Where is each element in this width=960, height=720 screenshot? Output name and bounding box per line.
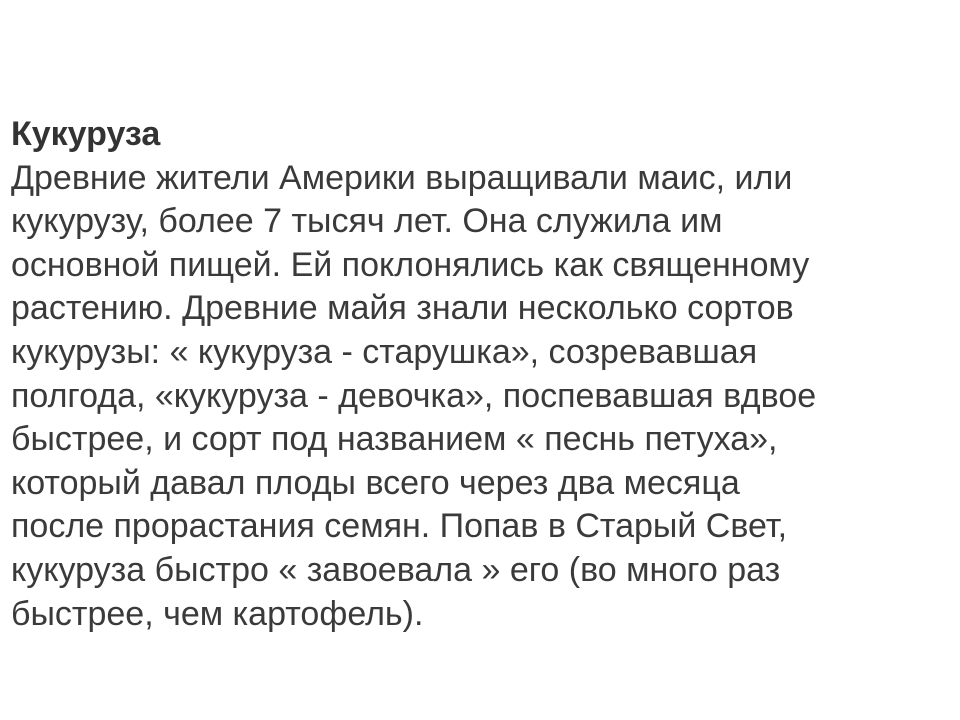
paragraph-line: кукуруза быстро « завоевала » его (во много раз xyxy=(11,550,781,589)
paragraph-line: кукурузу, более 7 тысяч лет. Она служила им xyxy=(11,202,723,241)
paragraph-line: быстрее, и сорт под названием « песнь петуха», xyxy=(11,420,778,459)
paragraph-line: Древние жители Америки выращивали маис, или xyxy=(11,158,793,197)
paragraph-line: который давал плоды всего через два месяца xyxy=(11,463,740,502)
text-block xyxy=(11,113,941,636)
paragraph-line: после прорастания семян. Попав в Старый Свет, xyxy=(11,507,788,546)
paragraph-line: кукурузы: « кукуруза - старушка», созревавшая xyxy=(11,332,758,371)
paragraph-line: основной пищей. Ей поклонялись как священному xyxy=(11,245,810,284)
paragraph-line: быстрее, чем картофель). xyxy=(11,594,424,633)
paragraph-line: растению. Древние майя знали несколько сортов xyxy=(11,289,794,328)
paragraph-line: полгода, «кукуруза - девочка», поспевавшая вдвое xyxy=(11,376,817,415)
slide-title: Кукуруза xyxy=(11,115,161,153)
